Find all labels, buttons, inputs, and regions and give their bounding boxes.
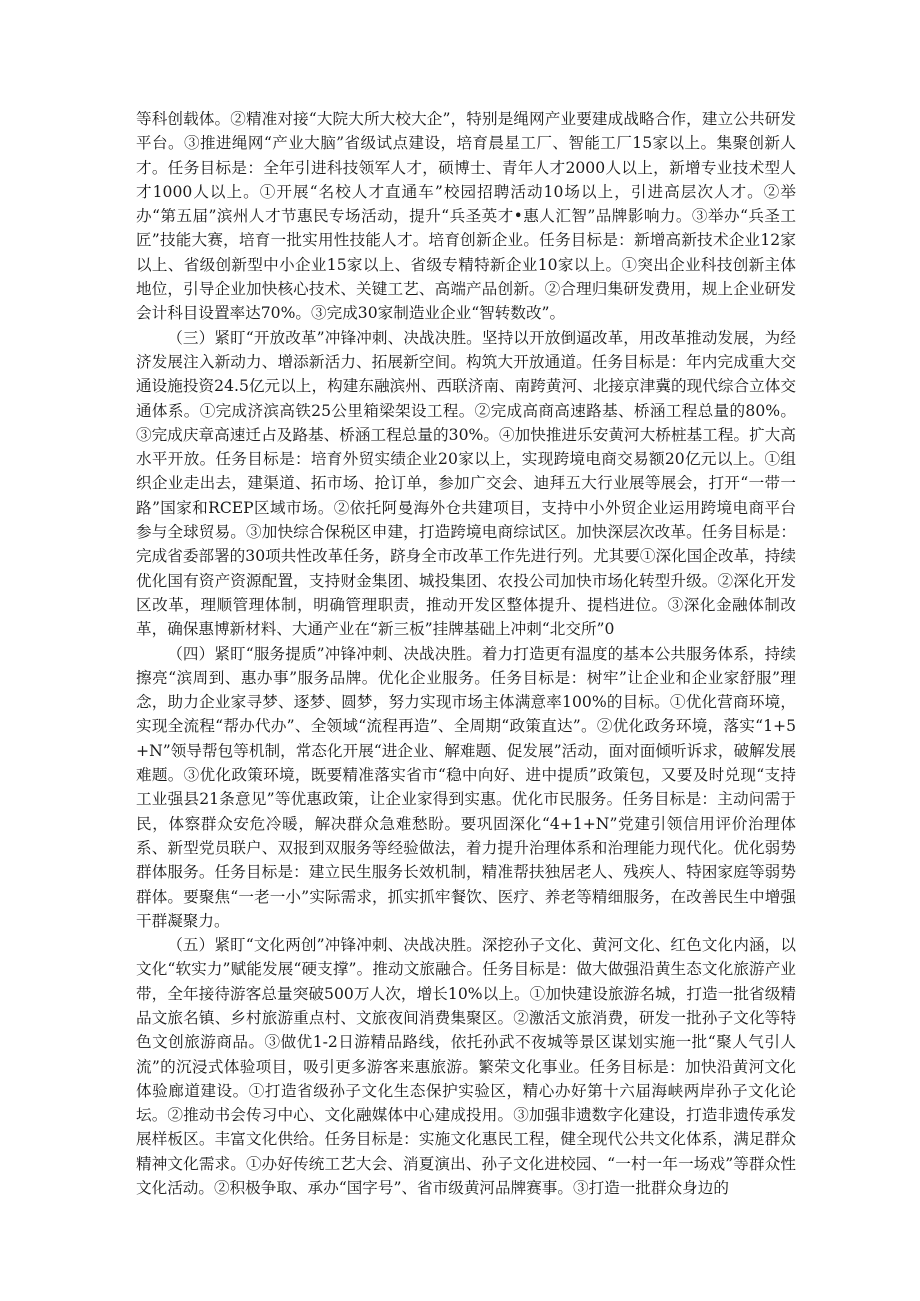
paragraph-culture: （五）紧盯“文化两创”冲锋冲刺、决战决胜。深挖孙子文化、黄河文化、红色文化内涵，以文化“软实力”赋能发展“硬支撑”。推动文旅融合。任务目标是：做大做强沿黄生态文化旅游产业带，全年接待游客总量突破500万人次，增长10%以上。①加快建设旅游名城，打造一批省级精品文旅名镇、乡村旅游重点村、文旅夜间消费集聚区。②激活文旅消费，研发一批孙子文化等特色文创旅游商品。③做优1-2日游精品路线，依托孙武不夜城等景区谋划实施一批“聚人气引人流”的沉浸式体验项目，吸引更多游客来惠旅游。繁荣文化事业。任务目标是：加快沿黄河文化体验廊道建设。①打造省级孙子文化生态保护实验区，精心办好第十六届海峡两岸孙子文化论坛。②推动书会传习中心、文化融媒体中心建成投用。③加强非遗数字化建设，打造非遗传承发展样板区。丰富文化供给。任务目标是：实施文化惠民工程，健全现代公共文化体系，满足群众精神文化需求。①办好传统工艺大会、消夏演出、孙子文化进校园、“一村一年一场戏”等群众性文化活动。②积极争取、承办“国字号”、省市级黄河品牌赛事。③打造一批群众身边的 [136, 936, 796, 1198]
body-text [136, 107, 796, 1200]
paragraph-tech-innovation: 等科创载体。②精准对接“大院大所大校大企”，特别是绳网产业要建成战略合作，建立公共研发平台。③推进绳网“产业大脑”省级试点建设，培育晨星工厂、智能工厂15家以上。集聚创新人才。任务目标是：全年引进科技领军人才，硕博士、青年人才2000人以上，新增专业技术型人才1000人以上。①开展“名校人才直通车”校园招聘活动10场以上，引进高层次人才。②举办“第五届”滨州人才节惠民专场活动，提升“兵圣英才•惠人汇智”品牌影响力。③举办“兵圣工匠”技能大赛，培育一批实用性技能人才。培育创新企业。任务目标是：新增高新技术企业12家以上、省级创新型中小企业15家以上、省级专精特新企业10家以上。①突出企业科技创新主体地位，引导企业加快核心技术、关键工艺、高端产品创新。②合理归集研发费用，规上企业研发会计科目设置率达70%。③完成30家制造业企业“智转数改”。 [136, 110, 796, 323]
paragraph-open-reform: （三）紧盯“开放改革”冲锋冲刺、决战决胜。坚持以开放倒逼改革，用改革推动发展，为经济发展注入新动力、增添新活力、拓展新空间。构筑大开放通道。任务目标是：年内完成重大交通设施投资24.5亿元以上，构建东融滨州、西联济南、南跨黄河、北接京津冀的现代综合立体交通体系。①完成济滨高铁25公里箱梁架设工程。②完成高商高速路基、桥涵工程总量的80%。③完成庆章高速迁占及路基、桥涵工程总量的30%。④加快推进乐安黄河大桥桩基工程。扩大高水平开放。任务目标是：培育外贸实绩企业20家以上，实现跨境电商交易额20亿元以上。①组织企业走出去，建渠道、拓市场、抢订单，参加广交会、迪拜五大行业展等展会，打开“一带一路”国家和RCEP区域市场。②依托阿曼海外仓共建项目，支持中小外贸企业运用跨境电商平台参与全球贸易。③加快综合保税区申建，打造跨境电商综试区。加快深层次改革。任务目标是：完成省委部署的30项共性改革任务，跻身全市改革工作先进行列。尤其要①深化国企改革，持续优化国有资产资源配置，支持财金集团、城投集团、农投公司加快市场化转型升级。②深化开发区改革，理顺管理体制，明确管理职责，推动开发区整体提升、提档进位。③深化金融体制改革，确保惠博新材料、大通产业在“新三板”挂牌基础上冲刺“北交所”0 [136, 328, 796, 639]
paragraph-service-quality: （四）紧盯“服务提质”冲锋冲刺、决战决胜。着力打造更有温度的基本公共服务体系，持续擦亮“滨周到、惠办事”服务品牌。优化企业服务。任务目标是：树牢”让企业和企业家舒服”理念，助力企业家寻梦、逐梦、圆梦，努力实现市场主体满意率100%的目标。①优化营商环境，实现全流程“帮办代办”、全领域“流程再造”、全周期“政策直达”。②优化政务环境，落实“1+5+N”领导帮包等机制，常态化开展“进企业、解难题、促发展”活动，面对面倾听诉求，破解发展难题。③优化政策环境，既要精准落实省市“稳中向好、进中提质”政策包，又要及时兑现“支持工业强县21条意见”等优惠政策，让企业家得到实惠。优化市民服务。任务目标是：主动问需于民，体察群众安危冷暖，解决群众急难愁盼。要巩固深化“4+1+N”党建引领信用评价治理体系、新型党员联户、双报到双服务等经验做法，着力提升治理体系和治理能力现代化。优化弱势群体服务。任务目标是：建立民生服务长效机制，精准帮扶独居老人、残疾人、特困家庭等弱势群体。要聚焦“一老一小”实际需求，抓实抓牢餐饮、医疗、养老等精细服务，在改善民生中增强干群凝聚力。 [136, 644, 796, 930]
